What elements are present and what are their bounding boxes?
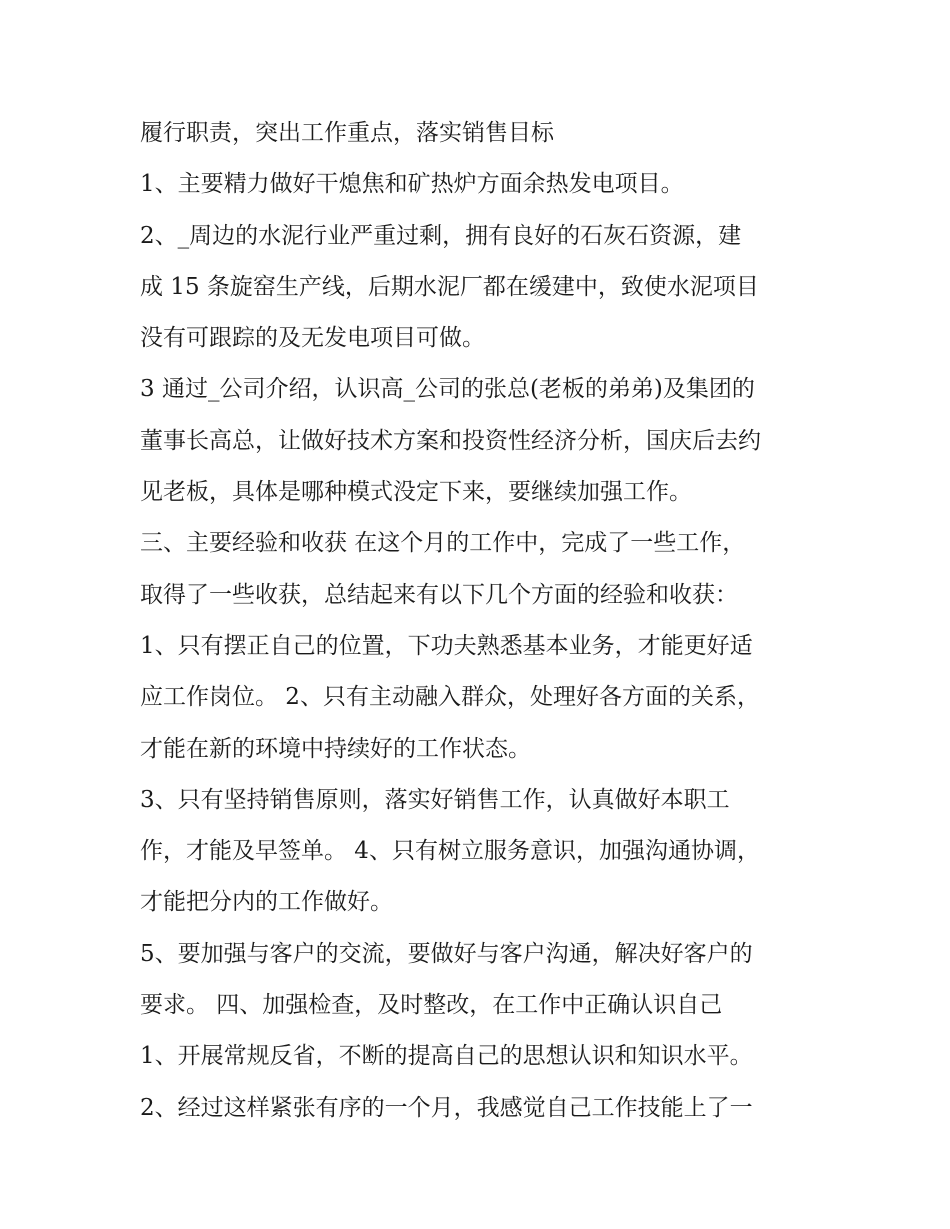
- text-line: 2、_周边的水泥行业严重过剩，拥有良好的石灰石资源，建: [140, 222, 742, 249]
- text-line: 履行职责，突出工作重点，落实销售目标: [140, 120, 554, 146]
- text-line: 才能在新的环境中持续好的工作状态。: [140, 735, 531, 762]
- text-line: 才能把分内的工作做好。: [140, 889, 393, 916]
- text-line: 1、只有摆正自己的位置，下功夫熟悉基本业务，才能更好适: [140, 632, 753, 659]
- text-line: 三、主要经验和收获 在这个月的工作中，完成了一些工作，: [140, 530, 746, 557]
- text-line: 5、要加强与客户的交流，要做好与客户沟通，解决好客户的: [140, 940, 753, 967]
- text-line: 1、开展常规反省，不断的提高自己的思想认识和知识水平。: [140, 1043, 753, 1070]
- text-line: 2、经过这样紧张有序的一个月，我感觉自己工作技能上了一: [140, 1094, 753, 1121]
- text-line: 取得了一些收获，总结起来有以下几个方面的经验和收获：: [140, 581, 738, 608]
- text-line: 1、主要精力做好干熄焦和矿热炉方面余热发电项目。: [140, 171, 684, 198]
- text-line: 没有可跟踪的及无发电项目可做。: [140, 325, 485, 352]
- text-line: 董事长高总，让做好技术方案和投资性经济分析，国庆后去约: [140, 427, 761, 454]
- text-line: 见老板，具体是哪种模式没定下来，要继续加强工作。: [140, 479, 692, 506]
- text-line: 要求。 四、加强检查，及时整改，在工作中正确认识自己: [140, 992, 723, 1019]
- text-line: 作，才能及早签单。 4、只有树立服务意识，加强沟通协调，: [140, 838, 760, 865]
- text-line: 应工作岗位。 2、只有主动融入群众，处理好各方面的关系，: [140, 684, 760, 711]
- text-line: 3、只有坚持销售原则，落实好销售工作，认真做好本职工: [140, 786, 730, 813]
- text-line: 成 15 条旋窑生产线，后期水泥厂都在缓建中，致使水泥项目: [140, 273, 759, 300]
- document-body: [140, 108, 820, 1134]
- text-line: 3 通过_公司介绍，认识高_公司的张总(老板的弟弟)及集团的: [140, 376, 755, 403]
